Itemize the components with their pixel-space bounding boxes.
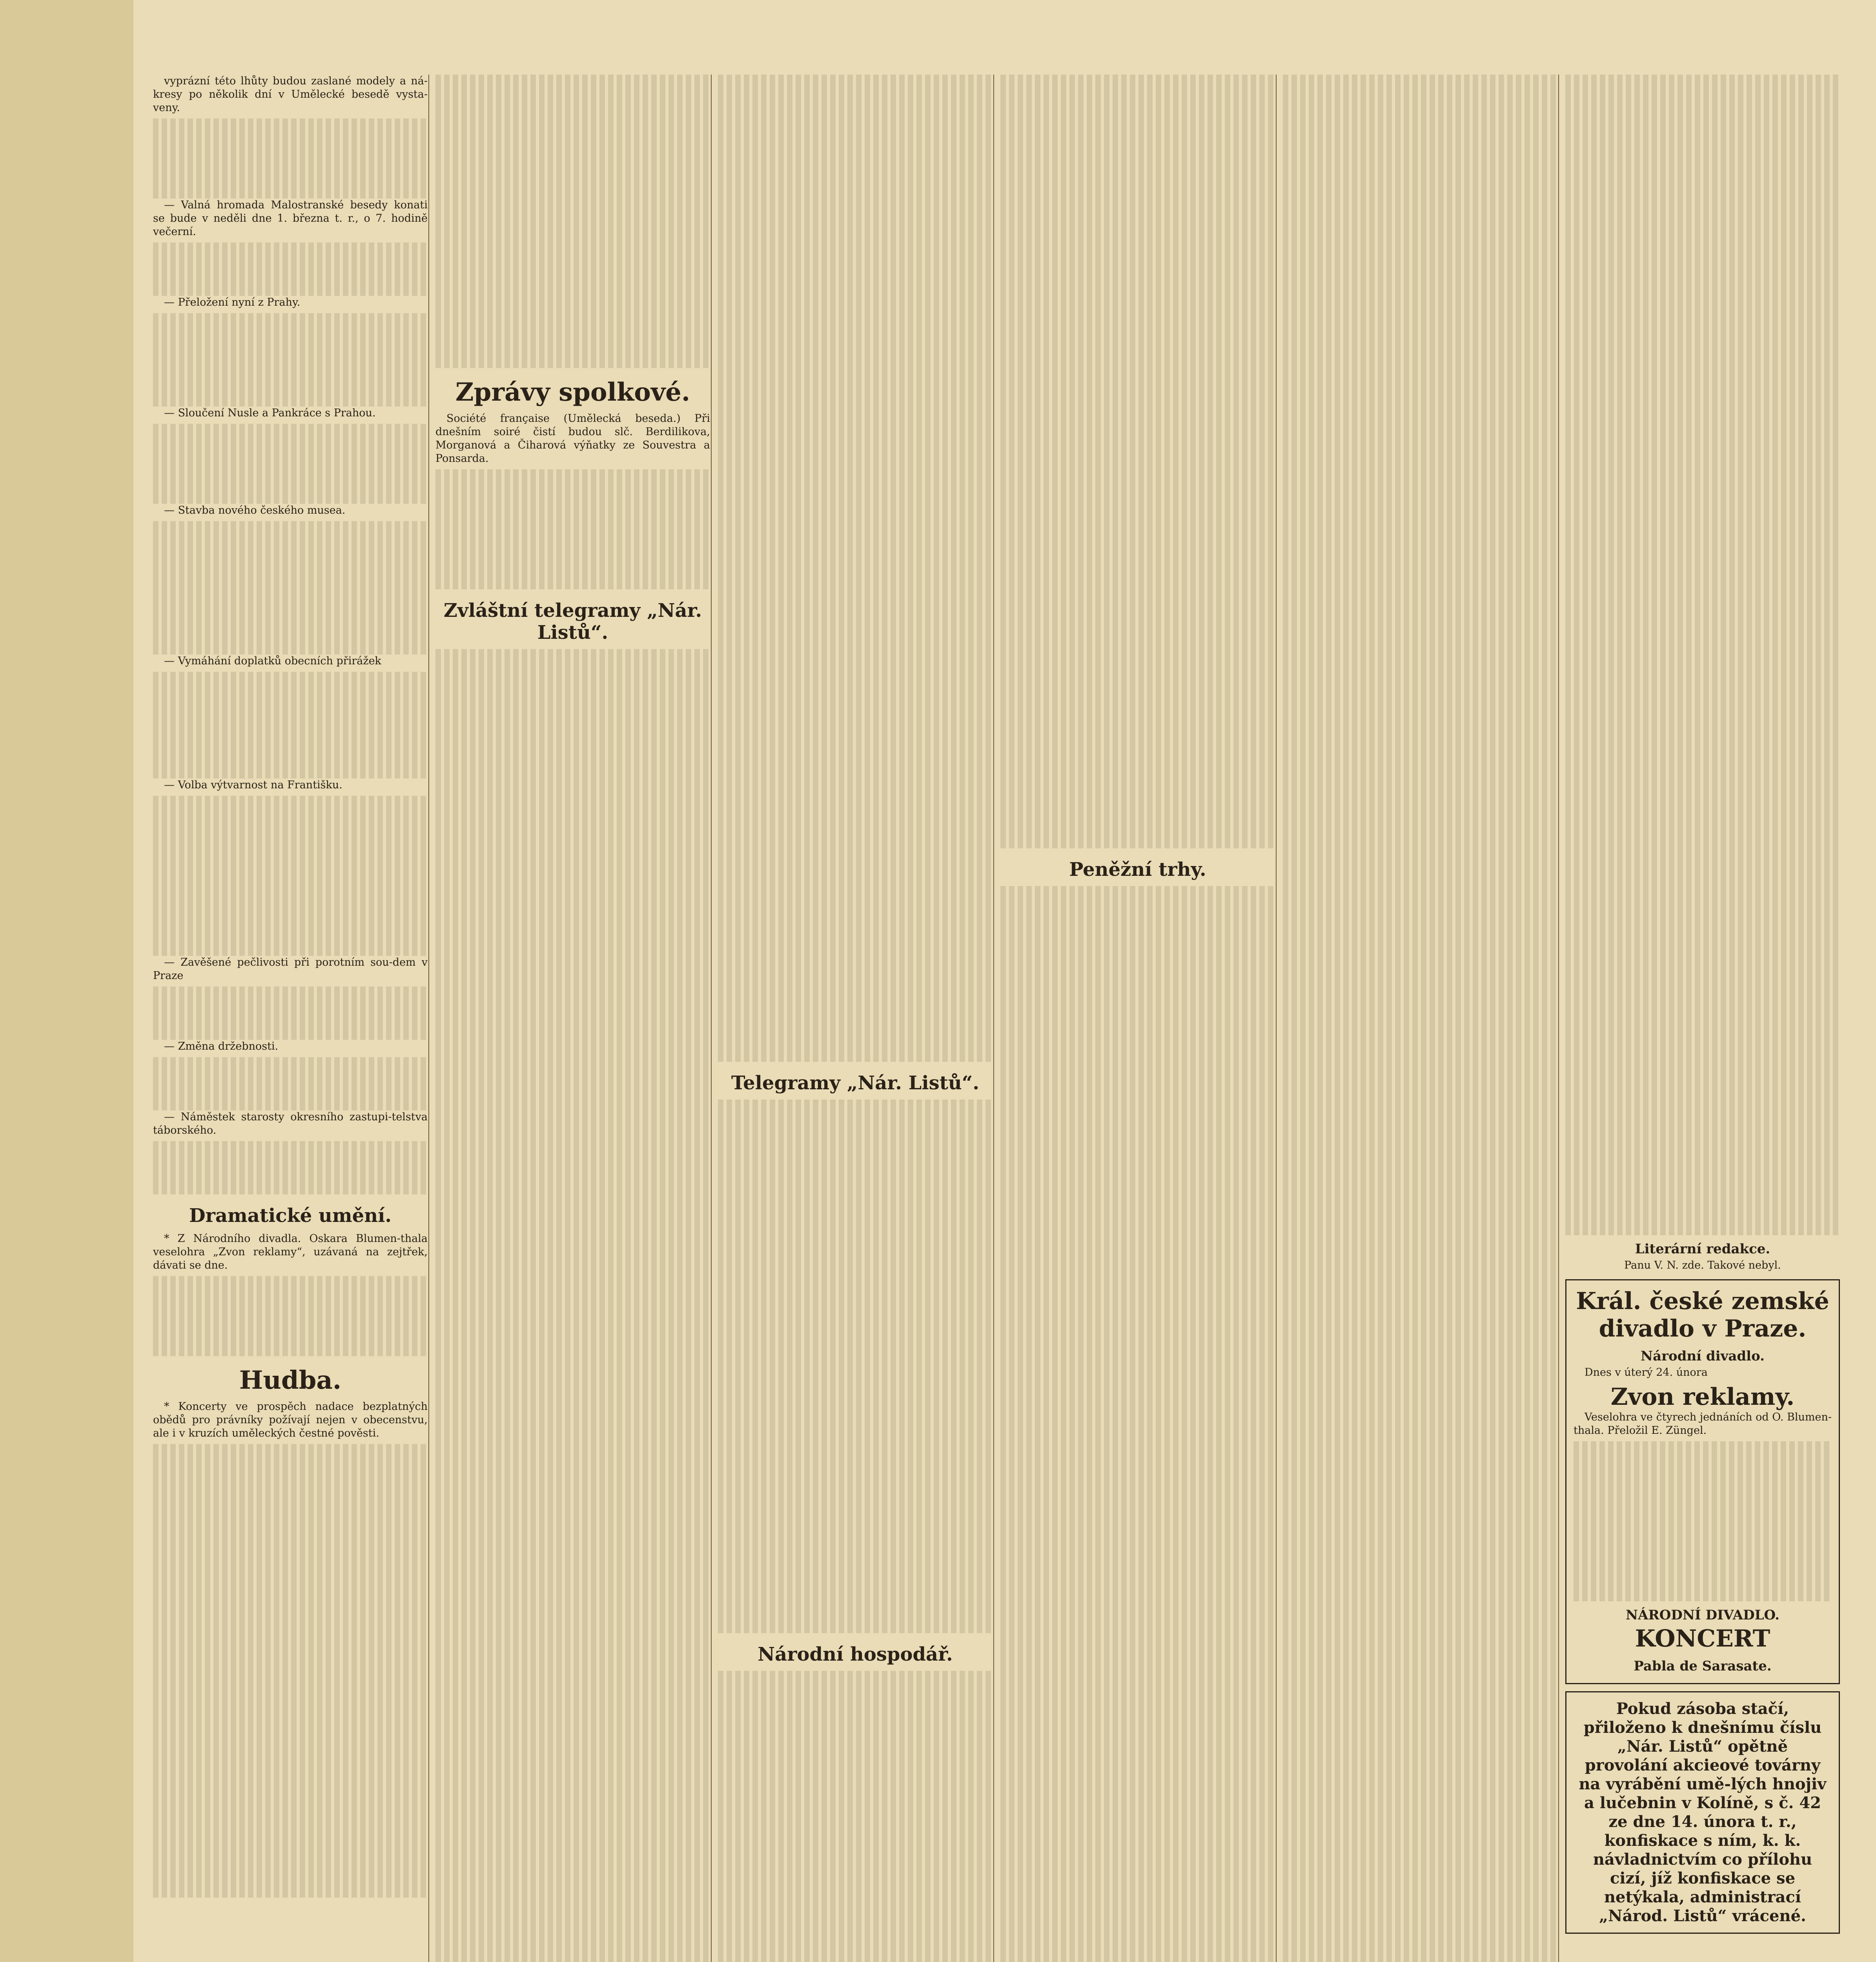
concert-title: KONCERT	[1635, 1625, 1770, 1652]
news-item: — Přeložení nyní z Prahy.	[164, 296, 301, 308]
hudba-text: * Koncerty ve prospěch nadace bezplatných obědů pro právníky požívají nejen v obecenstvu, ale i v kruzích uměleckých čestné pověsti.	[153, 1400, 428, 1439]
column-divider	[428, 75, 429, 1962]
column-3	[718, 75, 993, 1962]
dramaticke-text: * Z Národního divadla. Oskara Blumen-thala veselohra „Zvon reklamy“, uzávaná na zejtřek, dávati se dne.	[153, 1233, 428, 1271]
column-divider	[711, 75, 712, 1962]
national-theatre: NÁRODNÍ DIVADLO.	[1626, 1607, 1779, 1623]
news-item: — Volba výtvarnost na Františku.	[164, 779, 342, 791]
theatre-date: Dnes v úterý 24. února	[1585, 1366, 1708, 1379]
heading-penezni-trhy: Peněžní trhy.	[1069, 859, 1206, 881]
theatre-listing	[1565, 1279, 1840, 1684]
column-divider	[993, 75, 994, 1962]
news-item: — Sloučení Nusle a Pankráce s Prahou.	[164, 407, 376, 419]
column-2	[435, 75, 710, 1962]
play-subline: Veselohra ve čtyrech jednáních od O. Blumen-thala. Přeložil E. Züngel.	[1574, 1411, 1832, 1437]
heading-zpravy: Zprávy spolkové.	[455, 377, 690, 407]
heading-hudba: Hudba.	[239, 1366, 342, 1395]
heading-zvlastni: Zvláštní telegramy „Nár. Listů“.	[443, 600, 702, 644]
heading-telegramy: Telegramy „Nár. Listů“.	[731, 1072, 980, 1094]
zpravy-text: Société française (Umělecká beseda.) Při dnešním soiré čistí budou slč. Berdilikova, Morganová a Čiharová výňatky ze Souvestra a Ponsarda.	[435, 412, 710, 465]
column-divider	[1558, 75, 1559, 1962]
play-title: Zvon reklamy.	[1610, 1383, 1795, 1411]
column-6	[1565, 75, 1840, 1962]
heading-narodni-hospodar: Národní hospodář.	[758, 1643, 953, 1665]
confiscation-notice: Pokud zásoba stačí, přiloženo k dnešnímu číslu „Nár. Listů“ opětně provolání akcieové továrny na vyrábění umě-lých hnojiv a lučebnin v Kolíně, s č. 42 ze dne 14. února t. r., konfiskace s ním, k. k. návladnictvím co přílohu cizí, jíž konfiskace se netýkala, administrací „Národ. Listů“ vrácené.	[1565, 1691, 1840, 1934]
news-item: — Změna držebnosti.	[164, 1040, 279, 1052]
intro-paragraph: vyprázní této lhůty budou zaslané modely a ná-kresy po několik dní v Umělecké besedě vysta-veny.	[153, 75, 428, 114]
heading-dramaticke: Dramatické umění.	[189, 1205, 392, 1227]
news-item: — Náměstek starosty okresního zastupi-telstva táborského.	[153, 1111, 428, 1136]
news-item: — Stavba nového českého musea.	[164, 504, 346, 516]
performer: Pabla de Sarasate.	[1634, 1658, 1772, 1674]
theatre-title: Král. české zemské divadlo v Praze.	[1576, 1287, 1829, 1342]
news-item: — Vymáhání doplatků obecních přirážek	[164, 655, 381, 667]
news-item: — Zavěšené pečlivosti při porotním sou-dem v Praze	[153, 956, 428, 982]
theatre-subtitle: Národní divadlo.	[1640, 1348, 1765, 1364]
page-edge-stain	[0, 0, 133, 1962]
news-item: — Valná hromada Malostranské besedy konati se bude v neděli dne 1. března t. r., o 7. hodině večerní.	[153, 199, 428, 238]
column-5	[1283, 75, 1557, 1962]
column-4	[1000, 75, 1275, 1962]
heading-literarni: Literární redakce.	[1635, 1241, 1770, 1257]
editor-note: Panu V. N. zde. Takové nebyl.	[1624, 1259, 1781, 1271]
column-divider	[1276, 75, 1277, 1962]
column-1	[153, 75, 428, 1962]
